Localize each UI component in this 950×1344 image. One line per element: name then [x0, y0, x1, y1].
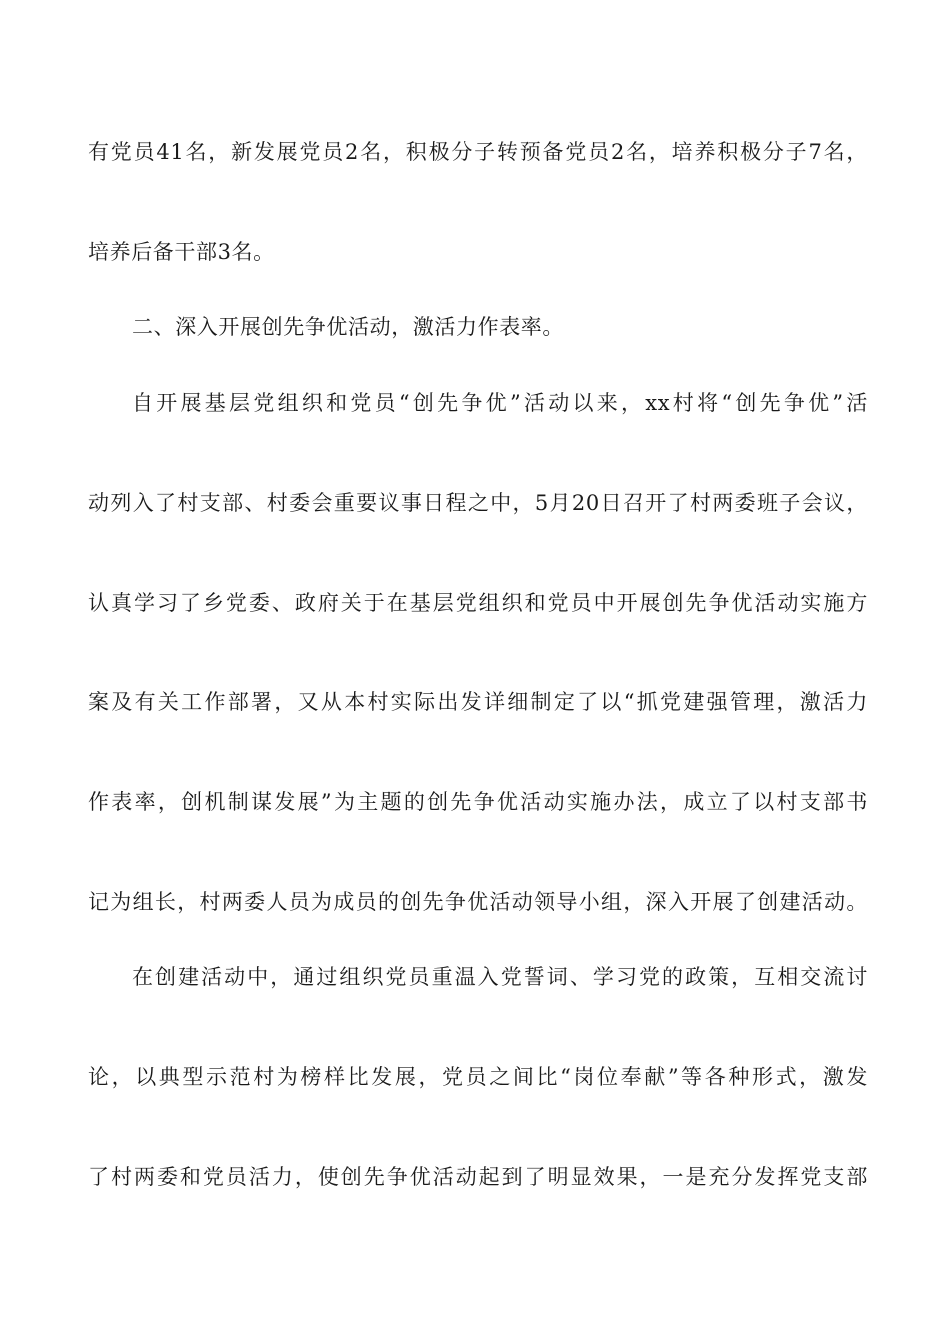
- text-line-5: 动列入了村支部、村委会重要议事日程之中，5月20日召开了村两委班子会议，: [88, 491, 868, 515]
- text-line-9: 记为组长，村两委人员为成员的创先争优活动领导小组，深入开展了创建活动。: [88, 890, 868, 914]
- section-heading: 二、深入开展创先争优活动，激活力作表率。: [132, 315, 564, 339]
- text-line-2: 培养后备干部3名。: [88, 240, 275, 264]
- text-line-8: 作表率，创机制谋发展”为主题的创先争优活动实施办法，成立了以村支部书: [88, 790, 868, 814]
- text-line-4: 自开展基层党组织和党员“创先争优”活动以来，xx村将“创先争优”活: [132, 391, 868, 415]
- text-line-1: 有党员41名，新发展党员2名，积极分子转预备党员2名，培养积极分子7名，: [88, 140, 868, 164]
- text-line-11: 论，以典型示范村为榜样比发展，党员之间比“岗位奉献”等各种形式，激发: [88, 1065, 868, 1089]
- text-line-6: 认真学习了乡党委、政府关于在基层党组织和党员中开展创先争优活动实施方: [88, 591, 868, 615]
- text-line-7: 案及有关工作部署，又从本村实际出发详细制定了以“抓党建强管理，激活力: [88, 690, 868, 714]
- text-line-10: 在创建活动中，通过组织党员重温入党誓词、学习党的政策，互相交流讨: [132, 965, 868, 989]
- text-line-12: 了村两委和党员活力，使创先争优活动起到了明显效果，一是充分发挥党支部: [88, 1165, 868, 1189]
